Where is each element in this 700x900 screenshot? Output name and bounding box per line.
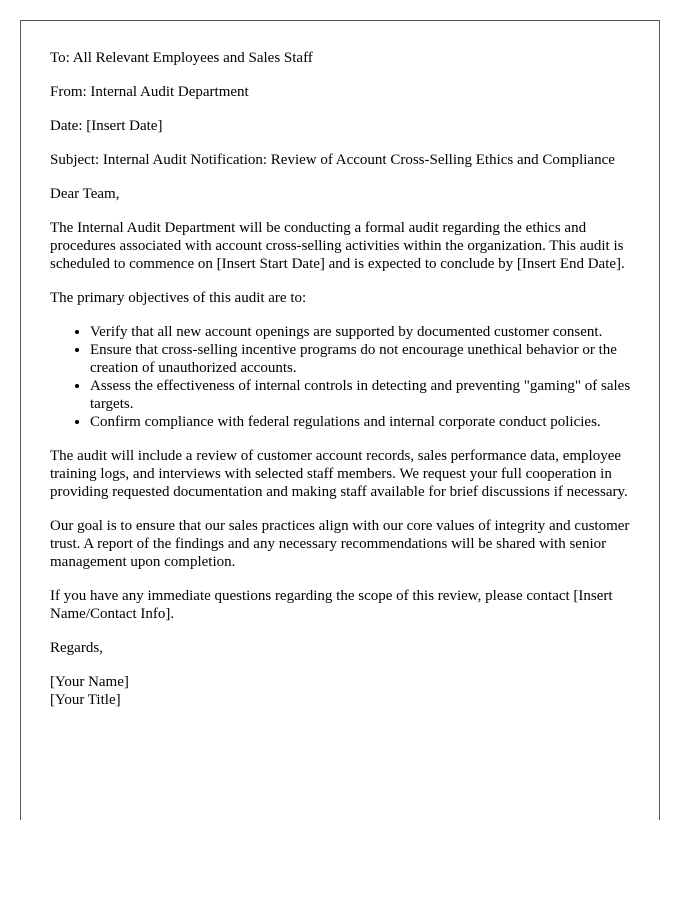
intro-paragraph: The Internal Audit Department will be conducting a formal audit regarding the ethics and procedures associated with account cross-selling activities within the organization. This audit is scheduled to commence on [Insert Start Date] and is expected to conclude by [Insert End Date].	[50, 220, 625, 272]
signature-title: [Your Title]	[50, 692, 121, 708]
memo-subject: Subject: Internal Audit Notification: Review of Account Cross-Selling Ethics and Compliance	[50, 152, 615, 168]
greeting: Dear Team,	[50, 186, 120, 202]
contact-paragraph: If you have any immediate questions regarding the scope of this review, please contact [Insert Name/Contact Info].	[50, 588, 613, 622]
objectives-intro: The primary objectives of this audit are to:	[50, 290, 307, 306]
scope-paragraph: The audit will include a review of customer account records, sales performance data, employee training logs, and interviews with selected staff members. We request your full cooperation in providing requested documentation and making staff available for brief discussions if necessary.	[50, 448, 628, 500]
closing: Regards,	[50, 640, 103, 656]
memo-date: Date: [Insert Date]	[50, 118, 163, 134]
objective-item: • Confirm compliance with federal regulations and internal corporate conduct policies.	[90, 413, 640, 431]
memo-from: From: Internal Audit Department	[50, 84, 249, 100]
goal-paragraph: Our goal is to ensure that our sales practices align with our core values of integrity and customer trust. A report of the findings and any necessary recommendations will be shared with senior management upon completion.	[50, 518, 630, 570]
objective-item: • Verify that all new account openings are supported by documented customer consent.	[90, 323, 640, 341]
memo-content	[50, 49, 640, 709]
signature-name: [Your Name]	[50, 674, 129, 690]
signature-block	[50, 673, 640, 709]
objectives-list	[50, 323, 640, 431]
memo-to: To: All Relevant Employees and Sales Staff	[50, 50, 313, 66]
objective-item: • Assess the effectiveness of internal controls in detecting and preventing "gaming" of sales targets.	[90, 377, 640, 413]
document-page	[20, 20, 660, 820]
objective-item: • Ensure that cross-selling incentive programs do not encourage unethical behavior or the creation of unauthorized accounts.	[90, 341, 640, 377]
